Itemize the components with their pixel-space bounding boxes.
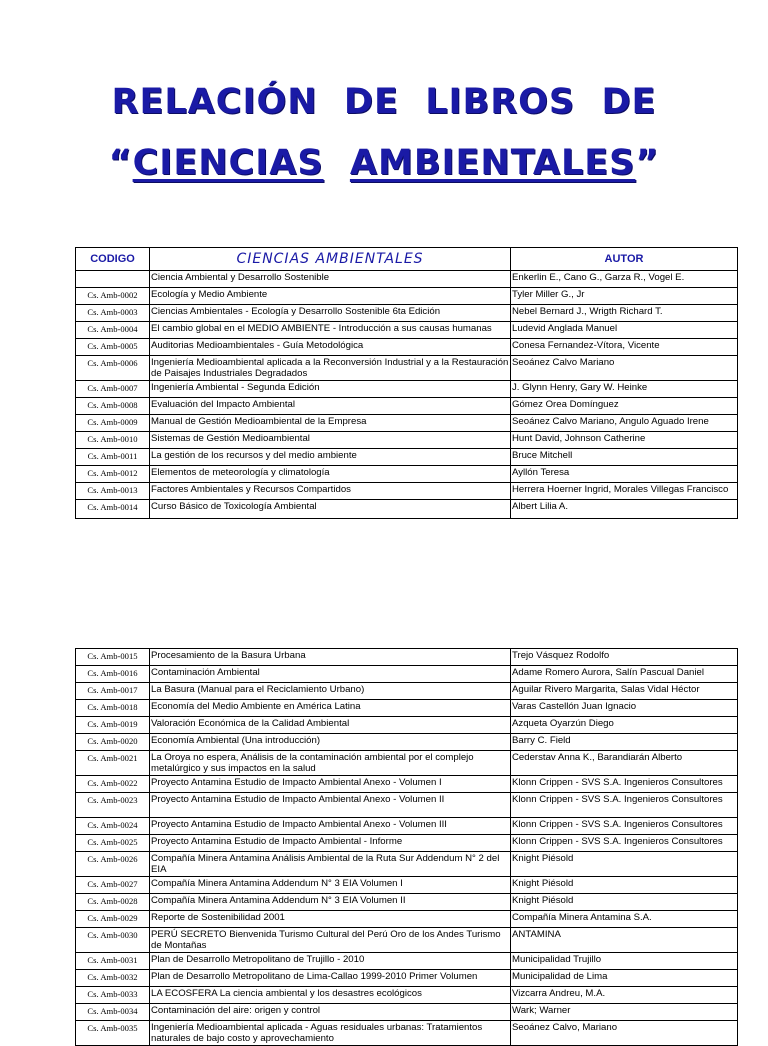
table-row xyxy=(76,970,738,987)
book-code-cell: Cs. Amb-0016 xyxy=(76,666,150,683)
book-code-cell: Cs. Amb-0032 xyxy=(76,970,150,987)
book-author-cell: Ludevid Anglada Manuel xyxy=(511,322,738,339)
book-title-cell: Ingeniería Ambiental - Segunda Edición xyxy=(150,381,511,398)
open-quote: “ xyxy=(108,143,133,183)
book-title-cell: Contaminación del aire: origen y control xyxy=(150,1004,511,1021)
book-code-cell: Cs. Amb-0019 xyxy=(76,717,150,734)
book-author-cell: Municipalidad Trujillo xyxy=(511,953,738,970)
table-row xyxy=(76,835,738,852)
book-title-cell: Compañía Minera Antamina Addendum N° 3 EIA Volumen II xyxy=(150,894,511,911)
book-code-cell: Cs. Amb-0013 xyxy=(76,483,150,500)
table-row xyxy=(76,818,738,835)
book-code-cell: Cs. Amb-0028 xyxy=(76,894,150,911)
document-title-line2 xyxy=(0,143,768,183)
book-author-cell: Klonn Crippen - SVS S.A. Ingenieros Consultores xyxy=(511,776,738,793)
book-code-cell: Cs. Amb-0006 xyxy=(76,356,150,381)
book-author-cell: Knight Piésold xyxy=(511,894,738,911)
book-code-cell: Cs. Amb-0031 xyxy=(76,953,150,970)
title-word-ambientales: AMBIENTALES xyxy=(349,143,636,183)
book-title-cell: Factores Ambientales y Recursos Compartidos xyxy=(150,483,511,500)
book-title-cell: La Basura (Manual para el Reciclamiento Urbano) xyxy=(150,683,511,700)
book-author-cell: Albert Lilia A. xyxy=(511,500,738,519)
table-row xyxy=(76,776,738,793)
table-row xyxy=(76,852,738,877)
book-author-cell: Seoánez Calvo Mariano, Angulo Aguado Irene xyxy=(511,415,738,432)
book-code-cell: Cs. Amb-0008 xyxy=(76,398,150,415)
book-code-cell: Cs. Amb-0021 xyxy=(76,751,150,776)
books-table-1 xyxy=(75,247,738,519)
table-row xyxy=(76,683,738,700)
book-code-cell xyxy=(76,271,150,288)
book-code-cell: Cs. Amb-0034 xyxy=(76,1004,150,1021)
book-title-cell: La gestión de los recursos y del medio ambiente xyxy=(150,449,511,466)
book-title-cell: Reporte de Sostenibilidad 2001 xyxy=(150,911,511,928)
table-row xyxy=(76,381,738,398)
book-code-cell: Cs. Amb-0003 xyxy=(76,305,150,322)
column-header-code: CODIGO xyxy=(76,248,150,271)
table-row xyxy=(76,356,738,381)
table-row xyxy=(76,432,738,449)
book-title-cell: LA ECOSFERA La ciencia ambiental y los desastres ecológicos xyxy=(150,987,511,1004)
book-title-cell: Contaminación Ambiental xyxy=(150,666,511,683)
book-author-cell: Seoánez Calvo, Mariano xyxy=(511,1021,738,1046)
title-word-ciencias: CIENCIAS xyxy=(132,143,324,183)
book-title-cell: Auditorias Medioambientales - Guía Metodológica xyxy=(150,339,511,356)
table-row xyxy=(76,793,738,818)
book-author-cell: Ayllón Teresa xyxy=(511,466,738,483)
book-author-cell: Seoánez Calvo Mariano xyxy=(511,356,738,381)
document-title-line1: RELACIÓN DE LIBROS DE xyxy=(111,82,657,122)
books-table-2-body xyxy=(76,649,738,1046)
book-author-cell: Knight Piésold xyxy=(511,852,738,877)
book-code-cell: Cs. Amb-0002 xyxy=(76,288,150,305)
book-code-cell: Cs. Amb-0014 xyxy=(76,500,150,519)
book-code-cell: Cs. Amb-0035 xyxy=(76,1021,150,1046)
table-row xyxy=(76,751,738,776)
book-code-cell: Cs. Amb-0026 xyxy=(76,852,150,877)
table-row xyxy=(76,322,738,339)
books-table-2 xyxy=(75,648,738,1046)
table-header-row xyxy=(76,248,738,271)
table-row xyxy=(76,466,738,483)
book-author-cell: Varas Castellón Juan Ignacio xyxy=(511,700,738,717)
table-row xyxy=(76,1004,738,1021)
column-header-title: CIENCIAS AMBIENTALES xyxy=(150,248,511,271)
column-header-author: AUTOR xyxy=(511,248,738,271)
table-row xyxy=(76,449,738,466)
book-code-cell: Cs. Amb-0017 xyxy=(76,683,150,700)
book-title-cell: Manual de Gestión Medioambiental de la Empresa xyxy=(150,415,511,432)
table-row xyxy=(76,953,738,970)
table-row xyxy=(76,877,738,894)
book-code-cell: Cs. Amb-0027 xyxy=(76,877,150,894)
book-title-cell: Proyecto Antamina Estudio de Impacto Ambiental Anexo - Volumen II xyxy=(150,793,511,818)
book-code-cell: Cs. Amb-0020 xyxy=(76,734,150,751)
book-author-cell: Wark; Warner xyxy=(511,1004,738,1021)
book-author-cell: Trejo Vásquez Rodolfo xyxy=(511,649,738,666)
book-code-cell: Cs. Amb-0023 xyxy=(76,793,150,818)
table-row xyxy=(76,288,738,305)
book-code-cell: Cs. Amb-0015 xyxy=(76,649,150,666)
book-author-cell: Barry C. Field xyxy=(511,734,738,751)
books-table-1-body xyxy=(76,271,738,519)
book-code-cell: Cs. Amb-0024 xyxy=(76,818,150,835)
table-row xyxy=(76,271,738,288)
book-title-cell: PERÚ SECRETO Bienvenida Turismo Cultural del Perú Oro de los Andes Turismo de Montañas xyxy=(150,928,511,953)
book-code-cell: Cs. Amb-0018 xyxy=(76,700,150,717)
book-code-cell: Cs. Amb-0022 xyxy=(76,776,150,793)
book-title-cell: Evaluación del Impacto Ambiental xyxy=(150,398,511,415)
table-row xyxy=(76,666,738,683)
book-title-cell: Compañía Minera Antamina Análisis Ambiental de la Ruta Sur Addendum N° 2 del EIA xyxy=(150,852,511,877)
book-code-cell: Cs. Amb-0030 xyxy=(76,928,150,953)
book-title-cell: Plan de Desarrollo Metropolitano de Trujillo - 2010 xyxy=(150,953,511,970)
book-title-cell: Proyecto Antamina Estudio de Impacto Ambiental - Informe xyxy=(150,835,511,852)
book-author-cell: Herrera Hoerner Ingrid, Morales Villegas Francisco xyxy=(511,483,738,500)
table-row xyxy=(76,649,738,666)
book-title-cell: Ingeniería Medioambiental aplicada a la Reconversión Industrial y a la Restauración de Paisajes Industriales Degradados xyxy=(150,356,511,381)
book-author-cell: Adame Romero Aurora, Salín Pascual Daniel xyxy=(511,666,738,683)
book-author-cell: Nebel Bernard J., Wrigth Richard T. xyxy=(511,305,738,322)
book-author-cell: Aguilar Rivero Margarita, Salas Vidal Héctor xyxy=(511,683,738,700)
table-row xyxy=(76,717,738,734)
book-code-cell: Cs. Amb-0009 xyxy=(76,415,150,432)
book-title-cell: Economía Ambiental (Una introducción) xyxy=(150,734,511,751)
book-author-cell: Gómez Orea Domínguez xyxy=(511,398,738,415)
book-title-cell: La Oroya no espera, Análisis de la contaminación ambiental por el complejo metalúrgico y sus impactos en la salud xyxy=(150,751,511,776)
book-author-cell: Klonn Crippen - SVS S.A. Ingenieros Consultores xyxy=(511,818,738,835)
book-author-cell: Compañía Minera Antamina S.A. xyxy=(511,911,738,928)
table-row xyxy=(76,928,738,953)
book-title-cell: Proyecto Antamina Estudio de Impacto Ambiental Anexo - Volumen III xyxy=(150,818,511,835)
book-author-cell: Hunt David, Johnson Catherine xyxy=(511,432,738,449)
book-title-cell: Curso Básico de Toxicología Ambiental xyxy=(150,500,511,519)
book-title-cell: Sistemas de Gestión Medioambiental xyxy=(150,432,511,449)
book-title-cell: El cambio global en el MEDIO AMBIENTE - Introducción a sus causas humanas xyxy=(150,322,511,339)
table-row xyxy=(76,911,738,928)
book-author-cell: Klonn Crippen - SVS S.A. Ingenieros Consultores xyxy=(511,835,738,852)
book-author-cell: Knight Piésold xyxy=(511,877,738,894)
table-row xyxy=(76,894,738,911)
book-author-cell: Municipalidad de Lima xyxy=(511,970,738,987)
table-row xyxy=(76,339,738,356)
book-title-cell: Ingeniería Medioambiental aplicada - Aguas residuales urbanas: Tratamientos naturales de bajo costo y aprovechamiento xyxy=(150,1021,511,1046)
book-title-cell: Economía del Medio Ambiente en América Latina xyxy=(150,700,511,717)
table-row xyxy=(76,1021,738,1046)
table-row xyxy=(76,305,738,322)
book-title-cell: Ciencia Ambiental y Desarrollo Sostenible xyxy=(150,271,511,288)
table-row xyxy=(76,483,738,500)
book-code-cell: Cs. Amb-0012 xyxy=(76,466,150,483)
close-quote: ” xyxy=(635,143,660,183)
book-title-cell: Proyecto Antamina Estudio de Impacto Ambiental Anexo - Volumen I xyxy=(150,776,511,793)
book-code-cell: Cs. Amb-0033 xyxy=(76,987,150,1004)
book-author-cell: Enkerlin E., Cano G., Garza R., Vogel E. xyxy=(511,271,738,288)
table-row xyxy=(76,987,738,1004)
book-author-cell: Conesa Fernandez-Vítora, Vicente xyxy=(511,339,738,356)
table-row xyxy=(76,700,738,717)
book-code-cell: Cs. Amb-0029 xyxy=(76,911,150,928)
table-row xyxy=(76,734,738,751)
book-code-cell: Cs. Amb-0005 xyxy=(76,339,150,356)
book-title-cell: Procesamiento de la Basura Urbana xyxy=(150,649,511,666)
book-code-cell: Cs. Amb-0011 xyxy=(76,449,150,466)
book-title-cell: Valoración Económica de la Calidad Ambiental xyxy=(150,717,511,734)
book-author-cell: Klonn Crippen - SVS S.A. Ingenieros Consultores xyxy=(511,793,738,818)
book-title-cell: Plan de Desarrollo Metropolitano de Lima-Callao 1999-2010 Primer Volumen xyxy=(150,970,511,987)
table-row xyxy=(76,398,738,415)
book-author-cell: Azqueta Oyarzún Diego xyxy=(511,717,738,734)
book-author-cell: ANTAMINA xyxy=(511,928,738,953)
book-title-cell: Ecología y Medio Ambiente xyxy=(150,288,511,305)
book-author-cell: Bruce Mitchell xyxy=(511,449,738,466)
book-author-cell: Tyler Miller G., Jr xyxy=(511,288,738,305)
book-code-cell: Cs. Amb-0007 xyxy=(76,381,150,398)
book-author-cell: J. Glynn Henry, Gary W. Heinke xyxy=(511,381,738,398)
book-title-cell: Ciencias Ambientales - Ecología y Desarrollo Sostenible 6ta Edición xyxy=(150,305,511,322)
book-title-cell: Compañía Minera Antamina Addendum N° 3 EIA Volumen I xyxy=(150,877,511,894)
book-code-cell: Cs. Amb-0010 xyxy=(76,432,150,449)
book-title-cell: Elementos de meteorología y climatología xyxy=(150,466,511,483)
book-code-cell: Cs. Amb-0025 xyxy=(76,835,150,852)
table-row xyxy=(76,500,738,519)
book-code-cell: Cs. Amb-0004 xyxy=(76,322,150,339)
book-author-cell: Cederstav Anna K., Barandiarán Alberto xyxy=(511,751,738,776)
book-author-cell: Vizcarra Andreu, M.A. xyxy=(511,987,738,1004)
table-row xyxy=(76,415,738,432)
